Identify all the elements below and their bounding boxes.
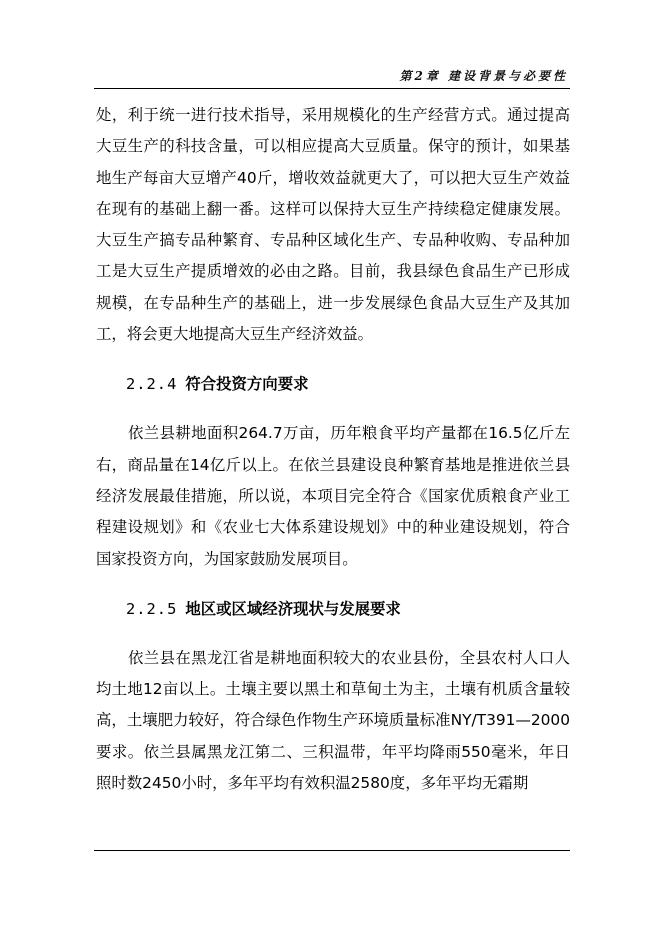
section-number: 2.2.4: [126, 375, 178, 394]
footer-rule: [94, 850, 570, 851]
paragraph-investment: 依兰县耕地面积264.7万亩，历年粮食平均产量都在16.5亿斤左右，商品量在14亿斤以上。在依兰县建设良种繁育基地是推进依兰县经济发展最佳措施，所以说，本项目完全符合《国家优质粮食产业工程建设规划》和《农业七大体系建设规划》中的种业建设规划，符合国家投资方向，为国家鼓励发展项目。: [96, 424, 570, 568]
paragraph-regional-economy: 依兰县在黑龙江省是耕地面积较大的农业县份，全县农村人口人均土地12亩以上。土壤主要以黑土和草甸土为主，土壤有机质含量较高，土壤肥力较好，符合绿色作物生产环境质量标准NY/T391—2000要求。依兰县属黑龙江第二、三积温带，年平均降雨550毫米，年日照时数2450小时，多年平均有效积温2580度，多年平均无霜期: [96, 648, 570, 793]
section-number: 2.2.5: [126, 599, 178, 618]
chapter-header: 第2章 建设背景与必要性: [399, 69, 568, 83]
paragraph-continued: 处，利于统一进行技术指导，采用规模化的生产经营方式。通过提高大豆生产的科技含量，可以相应提高大豆质量。保守的预计，如果基地生产每亩大豆增产40斤，增收效益就更大了，可以把大豆生产效益在现有的基础上翻一番。这样可以保持大豆生产持续稳定健康发展。大豆生产搞专品种繁育、专品种区域化生产、专品种收购、专品种加工是大豆生产提质增效的必由之路。目前，我县绿色食品生产已形成规模，在专品种生产的基础上，进一步发展绿色食品大豆生产及其加工，将会更大地提高大豆生产经济效益。: [96, 106, 570, 344]
section-heading-2-2-4: [126, 370, 570, 398]
page-body: [96, 100, 570, 799]
section-title: 地区或区域经济现状与发展要求: [185, 599, 401, 618]
section-title: 符合投资方向要求: [185, 375, 309, 394]
section-heading-2-2-5: [126, 595, 570, 623]
header-rule: [94, 88, 570, 89]
